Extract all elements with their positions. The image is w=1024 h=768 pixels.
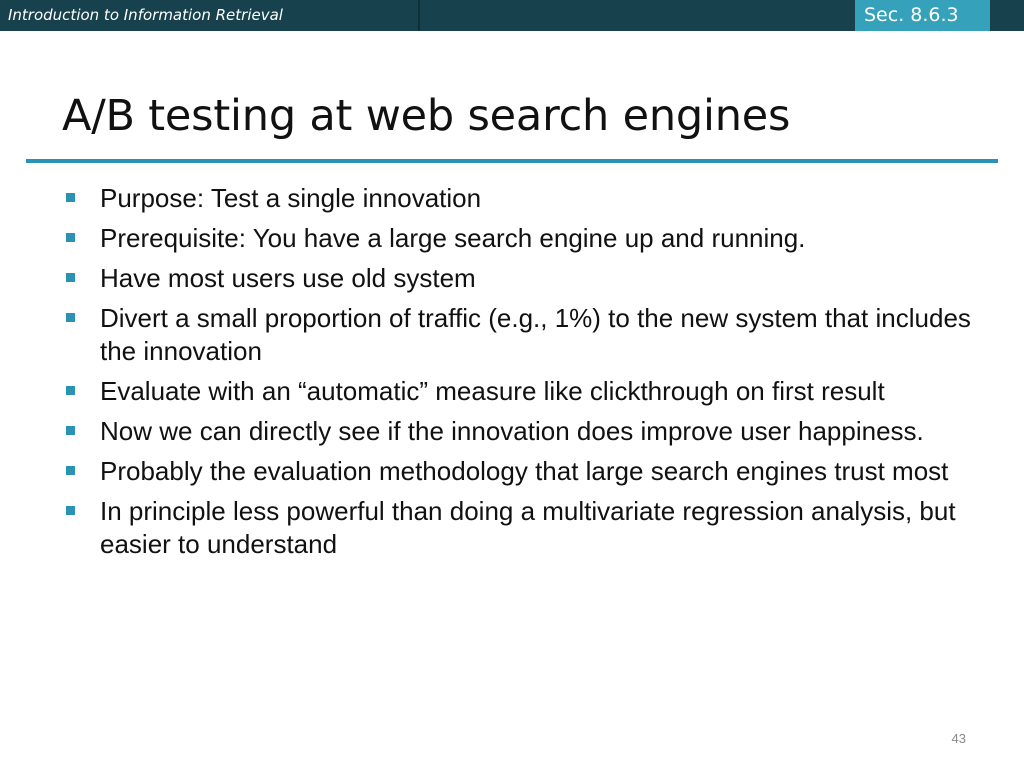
bullet-item <box>62 415 982 448</box>
square-bullet-icon <box>66 313 75 322</box>
bullet-text: Probably the evaluation methodology that large search engines trust most <box>100 456 949 486</box>
bullet-text: Divert a small proportion of traffic (e.g., 1%) to the new system that includes the innovation <box>100 303 971 366</box>
bullet-item <box>62 262 982 295</box>
slide-title: A/B testing at web search engines <box>62 91 791 141</box>
bullet-item <box>62 375 982 408</box>
bullet-text: Have most users use old system <box>100 263 476 293</box>
course-title: Introduction to Information Retrieval <box>8 6 283 24</box>
bullet-text: Now we can directly see if the innovation does improve user happiness. <box>100 416 924 446</box>
square-bullet-icon <box>66 193 75 202</box>
bullet-text: Prerequisite: You have a large search engine up and running. <box>100 223 806 253</box>
bullet-item <box>62 222 982 255</box>
bullet-text: Evaluate with an “automatic” measure like clickthrough on first result <box>100 376 885 406</box>
bullet-text: Purpose: Test a single innovation <box>100 183 482 213</box>
bullet-item <box>62 182 982 215</box>
square-bullet-icon <box>66 506 75 515</box>
square-bullet-icon <box>66 233 75 242</box>
square-bullet-icon <box>66 386 75 395</box>
square-bullet-icon <box>66 426 75 435</box>
bullet-text: In principle less powerful than doing a multivariate regression analysis, but easier to understand <box>100 496 956 559</box>
page-number: 43 <box>951 731 966 746</box>
header-divider <box>418 0 420 31</box>
bullet-list <box>62 182 982 568</box>
header-bar <box>0 0 1024 31</box>
title-underline <box>26 159 998 163</box>
square-bullet-icon <box>66 466 75 475</box>
square-bullet-icon <box>66 273 75 282</box>
bullet-item <box>62 495 982 561</box>
bullet-item <box>62 455 982 488</box>
bullet-item <box>62 302 982 368</box>
section-label: Sec. 8.6.3 <box>864 4 959 26</box>
